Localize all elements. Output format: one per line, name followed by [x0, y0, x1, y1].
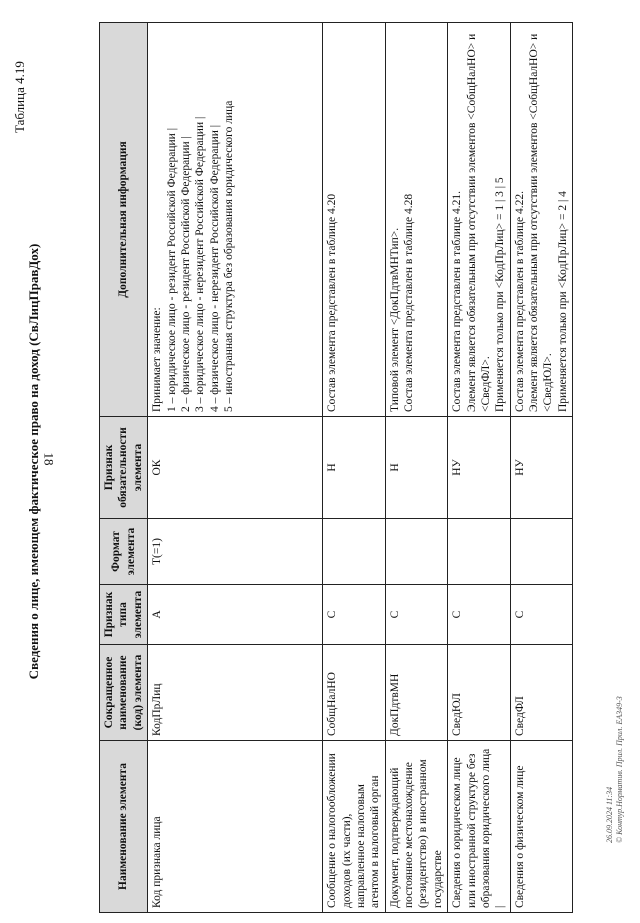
element-type: С	[323, 585, 386, 645]
info-line: Элемент является обязательным при отсутствии элементов <СобщНалНО> и <СведФЛ>.	[465, 33, 492, 412]
element-type: С	[385, 585, 448, 645]
table-row	[385, 23, 448, 913]
info-line: Принимает значение:	[151, 307, 164, 412]
info-line: 1 – юридическое лицо - резидент Российской Федерации |	[165, 127, 178, 412]
element-required: Н	[323, 417, 386, 519]
elements-table	[99, 22, 573, 913]
element-type: С	[448, 585, 511, 645]
element-required: ОК	[148, 417, 323, 519]
info-line: Типовой элемент <ДокПдтвМНТип>.	[388, 227, 401, 412]
element-code: ДокПдтвМН	[385, 645, 448, 741]
info-line: Применяется только при <КодПрЛиц> = 2 | 4	[556, 191, 569, 412]
element-format	[510, 519, 573, 585]
info-line: Состав элемента представлен в таблице 4.28	[403, 193, 415, 412]
element-format	[448, 519, 511, 585]
element-required: НУ	[510, 417, 573, 519]
header-cell: Признак типа элемента	[100, 585, 148, 645]
element-info	[448, 23, 511, 417]
table-number: Таблица 4.19	[12, 61, 27, 133]
element-info	[510, 23, 573, 417]
header-cell: Дополнительная информация	[100, 23, 148, 417]
element-required: НУ	[448, 417, 511, 519]
element-format: T(=1)	[148, 519, 323, 585]
element-code: СведЮЛ	[448, 645, 511, 741]
info-line: Состав элемента представлен в таблице 4.20	[326, 193, 339, 412]
element-name: Сообщение о налогообложении доходов (их части), направленное налоговым агентом в налоговый орган	[323, 741, 386, 913]
header-cell: Признак обязательности элемента	[100, 417, 148, 519]
info-line: Элемент является обязательным при отсутствии элементов <СобщНалНО> и <СведЮЛ>.	[528, 33, 555, 412]
info-line: 2 – физическое лицо - резидент Российской Федерации |	[179, 136, 192, 412]
header-cell: Сокращенное наименование (код) элемента	[100, 645, 148, 741]
element-code: СобщНалНО	[323, 645, 386, 741]
element-type: С	[510, 585, 573, 645]
element-code: КодПрЛиц	[148, 645, 323, 741]
table-row	[448, 23, 511, 913]
element-info	[323, 23, 386, 417]
table-title: Сведения о лице, имеющем фактическое право на доход (СвЛицПравДох)	[26, 243, 41, 680]
info-line: 3 – юридическое лицо - нерезидент Российской Федерации |	[194, 116, 207, 412]
footer-line: © Контур.Норматив. Прил. Прил. ЕА349-3	[614, 696, 624, 843]
element-name: Сведения о юридическом лице или иностранной структуре без образования юридического лица |	[448, 741, 511, 913]
footer-line: 26.09.2024 11:34	[605, 786, 614, 843]
header-cell: Наименование элемента	[100, 741, 148, 913]
page-number: 18	[41, 452, 57, 466]
table-row	[510, 23, 573, 913]
info-line: 4 – физическое лицо - нерезидент Российской Федерации |	[208, 124, 221, 412]
element-code: СведФЛ	[510, 645, 573, 741]
element-required: Н	[385, 417, 448, 519]
element-format	[385, 519, 448, 585]
element-info	[148, 23, 323, 417]
table-row	[323, 23, 386, 913]
element-info	[385, 23, 448, 417]
document-footer	[605, 696, 624, 843]
info-line: Состав элемента представлен в таблице 4.21.	[451, 190, 464, 412]
element-name: Код признака лица	[148, 741, 323, 913]
info-line: Состав элемента представлен в таблице 4.22.	[513, 190, 526, 412]
element-name: Сведения о физическом лице	[510, 741, 573, 913]
info-line: 5 – иностранная структура без образования юридического лица	[223, 100, 235, 412]
table-header-row	[100, 23, 148, 913]
element-name: Документ, подтверждающий постоянное местонахождение (резидентство) в иностранном государстве	[385, 741, 448, 913]
element-type: А	[148, 585, 323, 645]
info-line: Применяется только при <КодПрЛиц> = 1 | 3 | 5	[494, 177, 507, 412]
header-cell: Формат элемента	[100, 519, 148, 585]
element-format	[323, 519, 386, 585]
table-row	[148, 23, 323, 913]
